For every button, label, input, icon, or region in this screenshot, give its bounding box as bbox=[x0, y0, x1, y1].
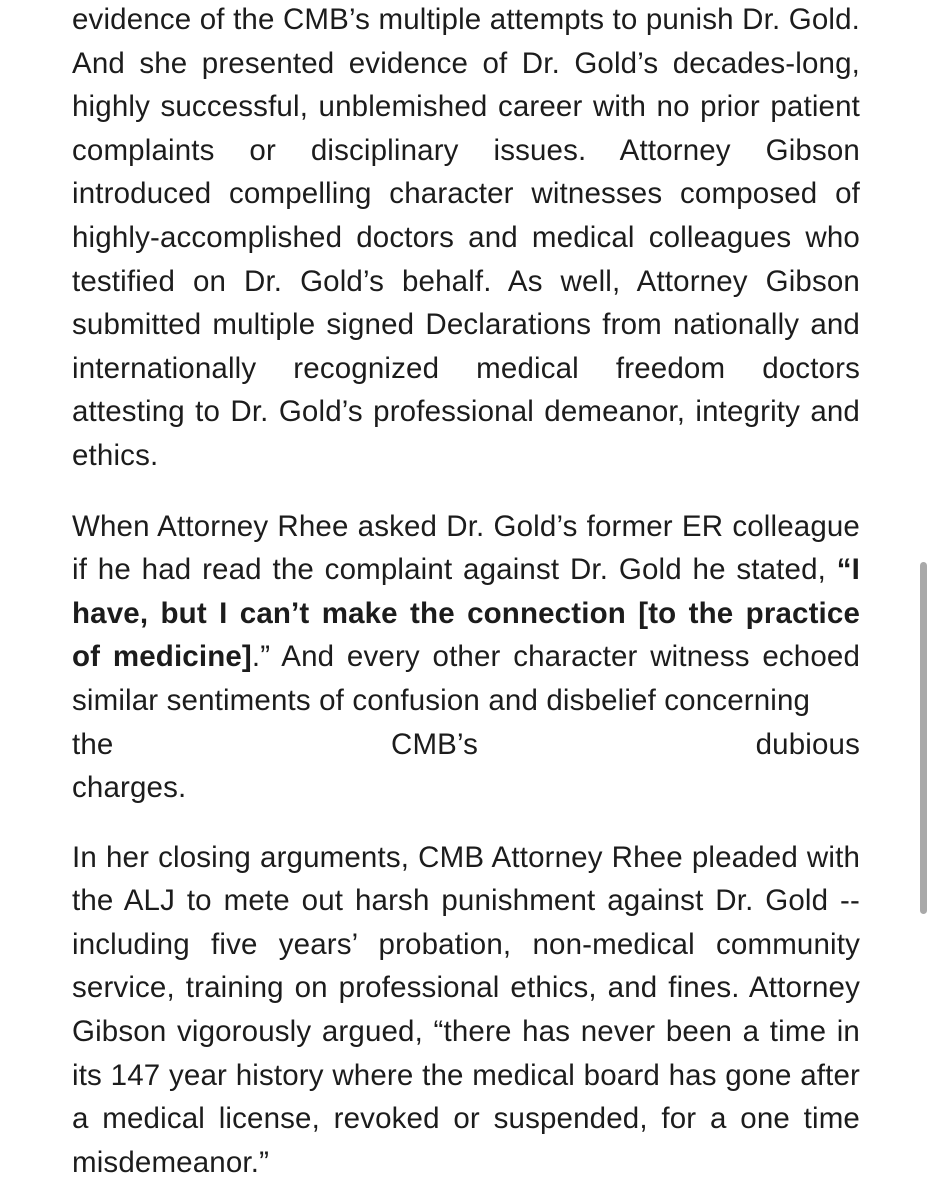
witness-after-quote: .” And every other character witness echoed similar sentiments of confusion and disbelief concerning bbox=[72, 640, 860, 717]
witness-quote: “I have, but I can’t make the connection [to the practice of medicine] bbox=[72, 553, 860, 674]
scrollbar-thumb[interactable] bbox=[920, 562, 927, 914]
paragraph-witness bbox=[72, 505, 860, 810]
paragraph-evidence: evidence of the CMB’s multiple attempts to punish Dr. Gold. And she presented evidence of Dr. Gold’s decades-long, highly successful, unblemished career with no prior patient complaints or disciplinary issues. Attorney Gibson introduced compelling character witnesses composed of highly-accomplished doctors and medical colleagues who testified on Dr. Gold’s behalf. As well, Attorney Gibson submitted multiple signed Declarations from nationally and internationally recognized medical freedom doctors attesting to Dr. Gold’s professional demeanor, integrity and ethics. bbox=[72, 3, 860, 472]
witness-last-word: charges. bbox=[72, 771, 187, 805]
spread-word-1: the bbox=[72, 727, 114, 761]
spread-word-3: dubious bbox=[755, 727, 860, 761]
spread-line bbox=[72, 723, 860, 767]
witness-intro-text: When Attorney Rhee asked Dr. Gold’s former ER colleague if he had read the complaint against Dr. Gold he stated, bbox=[72, 509, 860, 587]
article-body bbox=[72, 0, 860, 1184]
paragraph-closing-arguments: In her closing arguments, CMB Attorney Rhee pleaded with the ALJ to mete out harsh punishment against Dr. Gold -- including five years’ probation, non-medical community service, training on professional ethics, and fines. Attorney Gibson vigorously argued, “there has never been a time in its 147 year history where the medical board has gone after a medical license, revoked or suspended, for a one time misdemeanor.” bbox=[72, 840, 860, 1179]
spread-word-2: CMB’s bbox=[391, 727, 479, 761]
